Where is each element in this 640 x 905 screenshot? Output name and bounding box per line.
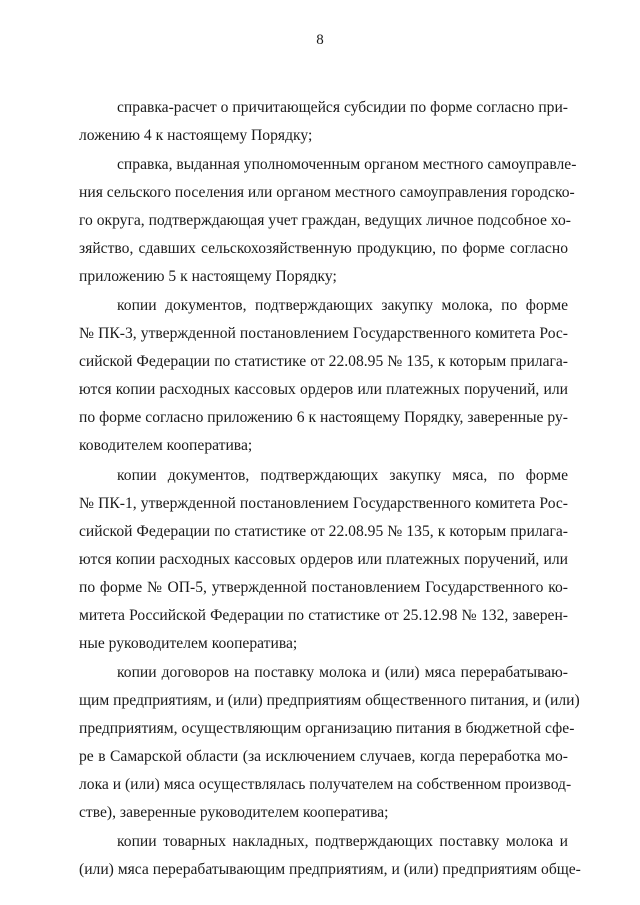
text-line: лока и (или) мяса осуществлялась получателем на собственном производ- [79,776,572,793]
text-line: по форме № ОП-5, утвержденной постановлением Государственного ко- [79,579,568,596]
text-line: предприятиям, осуществляющим организацию питания в бюджетной сфе- [79,720,575,737]
text-line: ются копии расходных кассовых ордеров или платежных поручений, или [79,551,568,568]
text-line: справка, выданная уполномоченным органом местного самоуправле- [117,156,577,173]
text-line: копии договоров на поставку молока и (или) мяса перерабатываю- [117,664,568,681]
text-line: го округа, подтверждающая учет граждан, ведущих личное подсобное хо- [79,212,571,229]
text-line: (или) мяса перерабатывающим предприятиям, и (или) предприятиям обще- [79,861,581,878]
text-line: по форме согласно приложению 6 к настоящему Порядку, заверенные ру- [79,409,568,426]
text-line: ния сельского поселения или органом местного самоуправления городско- [79,184,575,201]
text-line: № ПК-1, утвержденной постановлением Государственного комитета Рос- [79,495,568,512]
text-line: копии товарных накладных, подтверждающих поставку молока и [117,833,568,850]
text-line: № ПК-3, утвержденной постановлением Государственного комитета Рос- [79,325,568,342]
text-line: зяйство, сдавших сельскохозяйственную продукцию, по форме согласно [79,240,568,257]
text-line: ные руководителем кооператива; [79,635,298,652]
text-line: приложению 5 к настоящему Порядку; [79,268,337,285]
text-line: щим предприятиям, и (или) предприятиям общественного питания, и (или) [79,692,580,709]
text-line: справка-расчет о причитающейся субсидии по форме согласно при- [117,99,568,116]
text-line: ложению 4 к настоящему Порядку; [79,127,313,144]
text-line: сийской Федерации по статистике от 22.08.95 № 135, к которым прилага- [79,353,568,370]
text-line: копии документов, подтверждающих закупку молока, по форме [117,297,568,314]
text-line: копии документов, подтверждающих закупку мяса, по форме [117,467,568,484]
text-line: сийской Федерации по статистике от 22.08.95 № 135, к которым прилага- [79,523,568,540]
text-line: ре в Самарской области (за исключением случаев, когда переработка мо- [79,748,568,765]
page-number: 8 [316,32,324,48]
text-line: ководителем кооператива; [79,437,253,454]
text-line: стве), заверенные руководителем кооператива; [79,804,389,821]
text-line: митета Российской Федерации по статистике от 25.12.98 № 132, заверен- [79,607,568,624]
text-line: ются копии расходных кассовых ордеров или платежных поручений, или [79,381,568,398]
